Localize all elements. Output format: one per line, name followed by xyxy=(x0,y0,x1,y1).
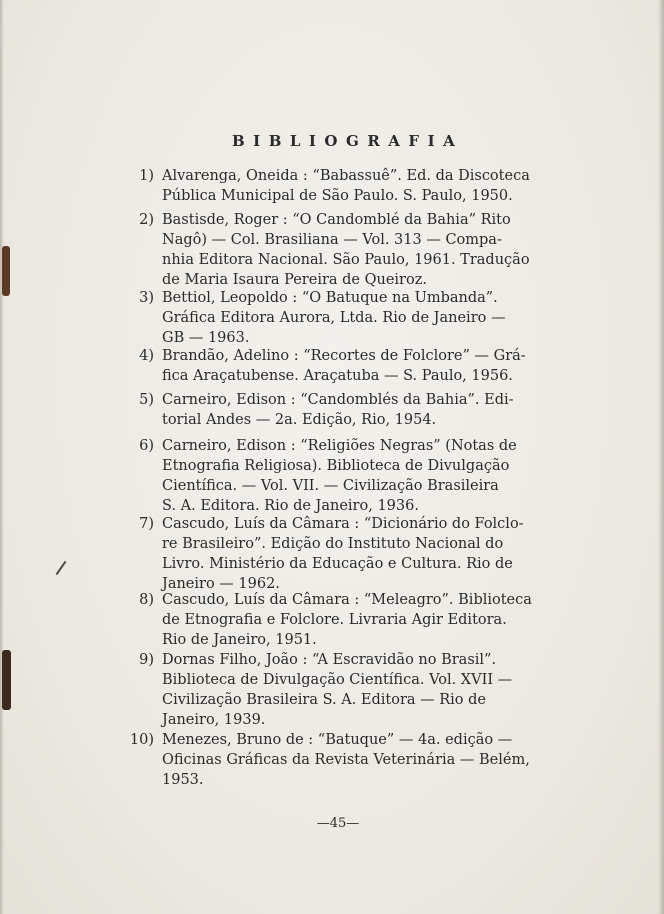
entry-line: Civilização Brasileira S. A. Editora — Rio de xyxy=(162,692,487,708)
entry-line: fica Araçatubense. Araçatuba — S. Paulo, 1956. xyxy=(162,368,513,384)
entry-line: Etnografia Religiosa). Biblioteca de Divulgação xyxy=(162,458,510,474)
entry-line: Menezes, Bruno de : “Batuque” — 4a. edição — xyxy=(162,732,513,748)
entry-line: Dornas Filho, João : “A Escravidão no Brasil”. xyxy=(162,652,497,668)
entry-number: 3) xyxy=(139,290,154,306)
entry-number: 7) xyxy=(139,516,154,532)
entry-line: Biblioteca de Divulgação Científica. Vol. XVII — xyxy=(162,672,513,688)
entry-number: 6) xyxy=(139,438,154,454)
pen-mark xyxy=(56,561,67,575)
entry-line: Oficinas Gráficas da Revista Veterinária — Belém, xyxy=(162,752,530,768)
entry-text xyxy=(162,650,550,730)
entry-line: Rio de Janeiro, 1951. xyxy=(162,632,317,648)
entry-number: 1) xyxy=(139,168,154,184)
entry-number: 4) xyxy=(139,348,154,364)
entry-line: Carneiro, Edison : “Religiões Negras” (Notas de xyxy=(162,438,517,454)
entry-line: GB — 1963. xyxy=(162,330,250,346)
entry-line: Janeiro, 1939. xyxy=(162,712,266,728)
entry-line: torial Andes — 2a. Edição, Rio, 1954. xyxy=(162,412,437,428)
entry-line: Cascudo, Luís da Câmara : “Meleagro”. Biblioteca xyxy=(162,592,532,608)
entry-line: Livro. Ministério da Educação e Cultura. Rio de xyxy=(162,556,513,572)
entry-text xyxy=(162,730,550,790)
entry-text xyxy=(162,436,550,516)
binding-mark-lower xyxy=(2,650,11,710)
entry-number: 2) xyxy=(139,212,154,228)
entry-text xyxy=(162,346,550,386)
entry-text xyxy=(162,166,550,206)
entry-line: Bettiol, Leopoldo : “O Batuque na Umbanda”. xyxy=(162,290,498,306)
entry-line: Janeiro — 1962. xyxy=(162,576,280,592)
entry-number: 8) xyxy=(139,592,154,608)
entry-text xyxy=(162,390,550,430)
entry-line: Carneiro, Edison : “Candomblés da Bahia”. Edi- xyxy=(162,392,514,408)
entry-line: de Etnografia e Folclore. Livraria Agir Editora. xyxy=(162,612,507,628)
entry-text xyxy=(162,590,550,650)
entry-line: Cascudo, Luís da Câmara : “Dicionário do Folclo- xyxy=(162,516,524,532)
entry-line: Pública Municipal de São Paulo. S. Paulo, 1950. xyxy=(162,188,513,204)
page-edge-right xyxy=(658,0,664,914)
entry-text xyxy=(162,514,550,594)
entry-line: de Maria Isaura Pereira de Queiroz. xyxy=(162,272,427,288)
binding-mark-upper xyxy=(2,246,10,296)
entry-number: 10) xyxy=(129,732,154,748)
entry-line: Nagô) — Col. Brasiliana — Vol. 313 — Compa- xyxy=(162,232,502,248)
entry-line: nhia Editora Nacional. São Paulo, 1961. Tradução xyxy=(162,252,530,268)
entry-text xyxy=(162,288,550,348)
entry-line: Alvarenga, Oneida : “Babassuê”. Ed. da Discoteca xyxy=(162,168,530,184)
entry-line: Científica. — Vol. VII. — Civilização Brasileira xyxy=(162,478,499,494)
entry-line: re Brasileiro”. Edição do Instituto Nacional do xyxy=(162,536,504,552)
page-edge-left xyxy=(0,0,4,914)
entry-line: 1953. xyxy=(162,772,204,788)
entry-line: S. A. Editora. Rio de Janeiro, 1936. xyxy=(162,498,419,514)
entry-line: Gráfica Editora Aurora, Ltda. Rio de Janeiro — xyxy=(162,310,506,326)
page-title: BIBLIOGRAFIA xyxy=(232,132,464,150)
entry-number: 5) xyxy=(139,392,154,408)
entry-number: 9) xyxy=(139,652,154,668)
entry-line: Bastisde, Roger : “O Candomblé da Bahia” Rito xyxy=(162,212,511,228)
page-number: —45— xyxy=(316,816,360,831)
entry-line: Brandão, Adelino : “Recortes de Folclore” — Grá- xyxy=(162,348,526,364)
entry-text xyxy=(162,210,550,290)
